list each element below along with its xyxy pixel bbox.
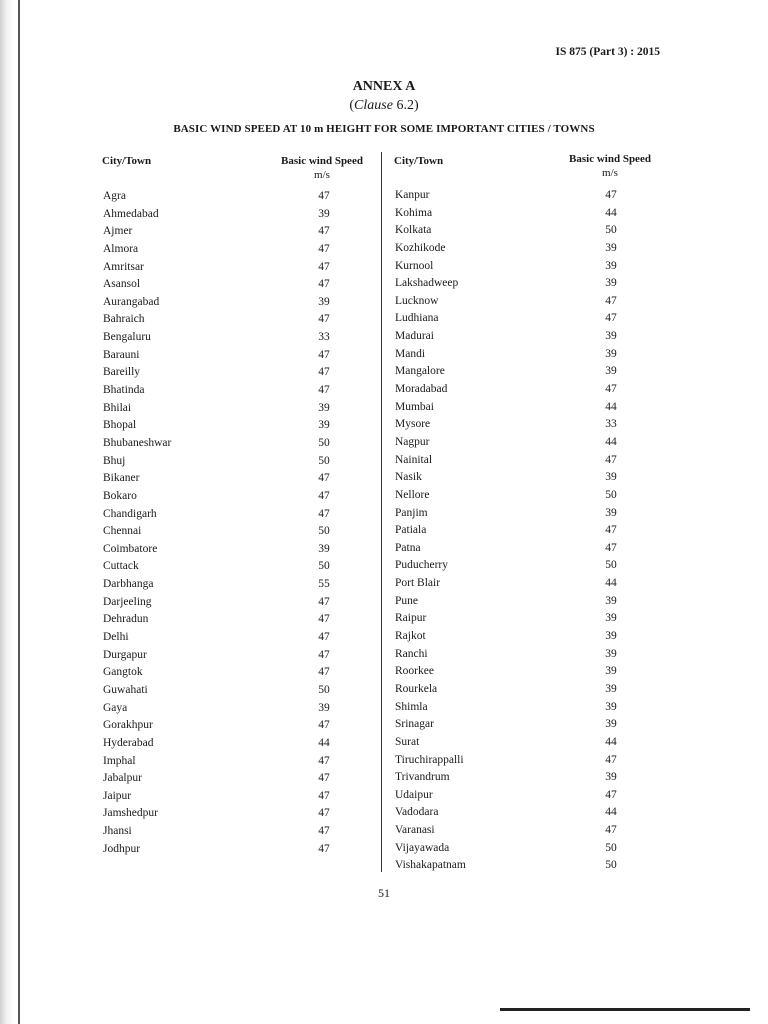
wind-speed-value: 50 xyxy=(605,224,617,237)
wind-speed-value: 44 xyxy=(318,736,330,749)
wind-speed-value: 47 xyxy=(318,825,330,838)
city-name: Amritsar xyxy=(103,260,144,273)
wind-speed-value: 47 xyxy=(318,807,330,820)
city-name: Durgapur xyxy=(103,648,147,661)
header-speed-right-label: Basic wind Speed xyxy=(569,153,651,165)
standard-id: IS 875 (Part 3) : 2015 xyxy=(555,46,660,58)
city-name: Raipur xyxy=(395,612,427,625)
wind-speed-value: 33 xyxy=(318,331,330,344)
wind-speed-value: 47 xyxy=(605,541,617,554)
wind-speed-value: 47 xyxy=(318,754,330,767)
city-name: Rourkela xyxy=(395,682,438,695)
header-unit-left: m/s xyxy=(314,169,330,181)
city-name: Darbhanga xyxy=(103,578,154,591)
wind-speed-value: 39 xyxy=(605,612,617,625)
city-name: Mumbai xyxy=(395,400,434,413)
wind-speed-value: 47 xyxy=(318,595,330,608)
city-name: Guwahati xyxy=(103,683,148,696)
wind-speed-value: 39 xyxy=(605,771,617,784)
wind-speed-value: 47 xyxy=(318,348,330,361)
city-name: Trivandrum xyxy=(395,771,450,784)
left-city-column xyxy=(103,188,263,858)
scan-shadow-edge xyxy=(0,0,14,1024)
city-name: Chandigarh xyxy=(103,507,157,520)
wind-speed-value: 47 xyxy=(318,190,330,202)
city-name: Bareilly xyxy=(103,366,141,379)
city-name: Srinagar xyxy=(395,718,434,731)
wind-speed-value: 39 xyxy=(605,277,617,290)
wind-speed-value: 47 xyxy=(318,631,330,644)
wind-speed-value: 47 xyxy=(318,772,330,785)
wind-speed-value: 47 xyxy=(318,507,330,520)
city-name: Vijayawada xyxy=(395,841,450,854)
city-name: Gaya xyxy=(103,701,128,714)
wind-speed-value: 50 xyxy=(318,454,330,467)
city-name: Mysore xyxy=(395,418,431,431)
city-name: Varanasi xyxy=(395,824,435,837)
city-name: Kohima xyxy=(395,206,433,219)
city-name: Aurangabad xyxy=(103,295,160,308)
city-name: Bokaro xyxy=(103,489,137,502)
wind-speed-value: 47 xyxy=(318,278,330,291)
city-name: Rajkot xyxy=(395,630,426,643)
clause-word: Clause xyxy=(354,98,393,113)
city-name: Dehradun xyxy=(103,613,149,626)
wind-speed-value: 47 xyxy=(318,842,330,855)
wind-speed-value: 47 xyxy=(605,753,617,766)
wind-speed-value: 50 xyxy=(605,559,617,572)
city-name: Nasik xyxy=(395,471,422,484)
city-name: Bhatinda xyxy=(103,384,145,397)
wind-speed-value: 47 xyxy=(318,472,330,485)
city-name: Ludhiana xyxy=(395,312,439,325)
wind-speed-value: 47 xyxy=(605,788,617,801)
city-name: Coimbatore xyxy=(103,542,158,555)
city-name: Pune xyxy=(395,594,418,607)
city-name: Bhilai xyxy=(103,401,132,414)
wind-speed-value: 44 xyxy=(605,435,617,448)
city-name: Kozhikode xyxy=(395,241,446,254)
wind-speed-value: 50 xyxy=(605,859,617,872)
wind-speed-value: 47 xyxy=(318,719,330,732)
wind-speed-value: 39 xyxy=(605,365,617,378)
header-unit-right: m/s xyxy=(602,167,618,179)
city-name: Vadodara xyxy=(395,806,439,819)
city-name: Mangalore xyxy=(395,365,445,378)
city-name: Ahmedabad xyxy=(103,207,159,220)
wind-speed-value: 39 xyxy=(318,542,330,555)
page-number: 51 xyxy=(378,886,390,900)
city-name: Bhubaneshwar xyxy=(103,436,172,449)
city-name: Moradabad xyxy=(395,383,448,396)
city-name: Agra xyxy=(103,190,126,202)
city-name: Nagpur xyxy=(395,435,430,448)
wind-speed-value: 50 xyxy=(318,560,330,573)
wind-speed-value: 39 xyxy=(605,700,617,713)
wind-speed-value: 44 xyxy=(605,577,617,590)
city-name: Bikaner xyxy=(103,472,140,485)
scan-bottom-line xyxy=(500,1008,750,1011)
city-name: Cuttack xyxy=(103,560,139,573)
city-name: Surat xyxy=(395,735,420,748)
city-name: Panjim xyxy=(395,506,428,519)
city-name: Kurnool xyxy=(395,259,434,272)
city-name: Gangtok xyxy=(103,666,143,679)
wind-speed-value: 47 xyxy=(605,453,617,466)
column-divider xyxy=(381,152,382,872)
city-name: Ajmer xyxy=(103,225,133,238)
wind-speed-value: 39 xyxy=(605,630,617,643)
city-name: Ranchi xyxy=(395,647,428,660)
wind-speed-value: 47 xyxy=(318,789,330,802)
wind-speed-value: 39 xyxy=(318,401,330,414)
city-name: Gorakhpur xyxy=(103,719,153,732)
wind-speed-value: 39 xyxy=(605,471,617,484)
wind-speed-value: 47 xyxy=(318,366,330,379)
wind-speed-value: 47 xyxy=(605,312,617,325)
city-name: Port Blair xyxy=(395,577,441,590)
wind-speed-value: 39 xyxy=(605,718,617,731)
city-name: Jhansi xyxy=(103,825,132,838)
city-name: Jabalpur xyxy=(103,772,142,785)
annex-title: ANNEX A xyxy=(352,79,416,94)
city-name: Bhopal xyxy=(103,419,137,432)
left-speed-column xyxy=(294,188,354,858)
city-name: Tiruchirappalli xyxy=(395,753,464,766)
wind-speed-value: 47 xyxy=(605,524,617,537)
wind-speed-value: 47 xyxy=(605,189,617,201)
city-name: Patna xyxy=(395,541,421,554)
right-city-column xyxy=(395,187,555,875)
city-name: Jodhpur xyxy=(103,842,141,855)
city-name: Jamshedpur xyxy=(103,807,158,820)
city-name: Mandi xyxy=(395,347,426,360)
city-name: Kolkata xyxy=(395,224,432,237)
wind-speed-value: 50 xyxy=(605,841,617,854)
right-speed-column xyxy=(581,187,641,875)
header-speed-right xyxy=(560,152,660,180)
city-name: Vishakapatnam xyxy=(395,859,466,872)
wind-speed-value: 39 xyxy=(318,701,330,714)
header-speed-left xyxy=(272,154,372,182)
city-name: Lucknow xyxy=(395,294,439,307)
wind-speed-value: 39 xyxy=(605,330,617,343)
city-name: Jaipur xyxy=(103,789,132,802)
city-name: Nainital xyxy=(395,453,433,466)
city-name: Patiala xyxy=(395,524,427,537)
city-name: Bahraich xyxy=(103,313,145,326)
header-speed-left-label: Basic wind Speed xyxy=(281,155,363,167)
wind-speed-value: 47 xyxy=(318,225,330,238)
wind-speed-value: 44 xyxy=(605,735,617,748)
wind-speed-value: 39 xyxy=(605,594,617,607)
header-city-left: City/Town xyxy=(102,155,152,167)
city-name: Puducherry xyxy=(395,559,449,572)
wind-speed-value: 39 xyxy=(605,647,617,660)
wind-speed-value: 47 xyxy=(605,383,617,396)
wind-speed-value: 39 xyxy=(318,419,330,432)
table-title: BASIC WIND SPEED AT 10 m HEIGHT FOR SOME IMPORTANT CITIES / TOWNS xyxy=(173,123,595,135)
wind-speed-value: 47 xyxy=(318,260,330,273)
wind-speed-value: 39 xyxy=(318,207,330,220)
wind-speed-value: 50 xyxy=(318,436,330,449)
wind-speed-value: 39 xyxy=(605,665,617,678)
city-name: Udaipur xyxy=(395,788,433,801)
wind-speed-value: 44 xyxy=(605,400,617,413)
city-name: Lakshadweep xyxy=(395,277,459,290)
wind-speed-value: 44 xyxy=(605,206,617,219)
wind-speed-value: 44 xyxy=(605,806,617,819)
city-name: Roorkee xyxy=(395,665,434,678)
wind-speed-value: 47 xyxy=(605,824,617,837)
city-name: Darjeeling xyxy=(103,595,152,608)
wind-speed-value: 39 xyxy=(605,347,617,360)
wind-speed-value: 47 xyxy=(318,613,330,626)
wind-speed-value: 39 xyxy=(605,682,617,695)
city-name: Imphal xyxy=(103,754,136,767)
city-name: Shimla xyxy=(395,700,428,713)
city-name: Delhi xyxy=(103,631,129,644)
wind-speed-value: 39 xyxy=(605,506,617,519)
clause-number: 6.2 xyxy=(396,98,414,113)
wind-speed-value: 39 xyxy=(318,295,330,308)
wind-speed-value: 39 xyxy=(605,259,617,272)
wind-speed-value: 47 xyxy=(318,242,330,255)
city-name: Hyderabad xyxy=(103,736,154,749)
city-name: Barauni xyxy=(103,348,140,361)
city-name: Asansol xyxy=(103,278,141,291)
wind-speed-value: 47 xyxy=(318,648,330,661)
wind-speed-value: 33 xyxy=(605,418,617,431)
wind-speed-value: 50 xyxy=(605,488,617,501)
wind-speed-value: 47 xyxy=(318,666,330,679)
wind-speed-value: 47 xyxy=(318,313,330,326)
city-name: Chennai xyxy=(103,525,142,538)
wind-speed-value: 50 xyxy=(318,683,330,696)
wind-speed-value: 55 xyxy=(318,578,330,591)
city-name: Kanpur xyxy=(395,189,430,201)
city-name: Bengaluru xyxy=(103,331,151,344)
wind-speed-value: 47 xyxy=(318,384,330,397)
scan-margin-line xyxy=(18,0,20,1024)
header-city-right: City/Town xyxy=(394,155,444,167)
wind-speed-value: 50 xyxy=(318,525,330,538)
city-name: Madurai xyxy=(395,330,434,343)
wind-speed-value: 47 xyxy=(318,489,330,502)
wind-speed-value: 39 xyxy=(605,241,617,254)
city-name: Nellore xyxy=(395,488,430,501)
city-name: Almora xyxy=(103,242,139,255)
wind-speed-value: 47 xyxy=(605,294,617,307)
city-name: Bhuj xyxy=(103,454,126,467)
clause-reference: (Clause 6.2) xyxy=(349,98,419,113)
